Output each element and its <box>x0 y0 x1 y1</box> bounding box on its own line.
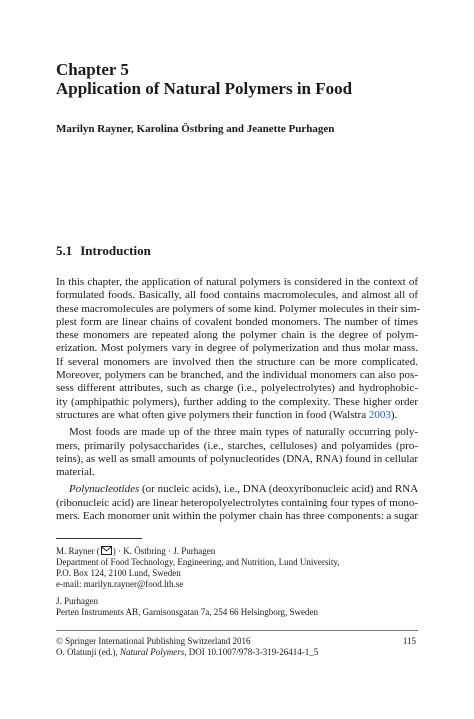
paragraph-3 <box>56 483 418 523</box>
text-fragment: (or nucleic acids), i.e., DNA (deoxyribonucleic acid) and RNA <box>139 483 419 496</box>
text-fragment: ). <box>390 408 398 421</box>
term-polynucleotides: Polynucleotides <box>69 483 140 496</box>
affiliation-email[interactable]: e-mail: marilyn.rayner@food.lth.se <box>56 579 184 589</box>
doi-text[interactable]: , DOI 10.1007/978-3-319-26414-1_5 <box>184 647 319 657</box>
text-line: these macromolecules are polymers of some kind. Polymer molecules in their sim- <box>56 302 421 315</box>
book-title: Natural Polymers <box>119 647 185 657</box>
text-line: erization. Most polymers vary in degree of polymerization and thus molar mass. <box>56 342 418 355</box>
doi-line <box>56 647 318 658</box>
chapter-authors: Marilyn Rayner, Karolina Östbring and Jeanette Purhagen <box>56 123 335 135</box>
citation-link-walstra[interactable]: 2003 <box>368 408 391 421</box>
text-line: sess different attributes, such as charge (i.e., polyelectrolytes) and hydrophobic- <box>56 382 418 395</box>
text-fragment: structures are what often give polymers their function in food (Walstra <box>56 408 369 421</box>
text-line: material. <box>56 466 95 479</box>
affiliation-block-1 <box>56 546 426 590</box>
affiliation-block-2 <box>56 596 426 618</box>
text-line: Moreover, polymers can be branched, and the individual monomers can also pos- <box>56 369 418 382</box>
affiliation-company: Perten Instruments AB, Garnisonsgatan 7a, 254 66 Helsingborg, Sweden <box>56 607 319 617</box>
page-number: 115 <box>402 636 416 646</box>
text-line: mers, primarily polysaccharides (i.e., starches, celluloses) and polyamides (pro- <box>56 439 418 452</box>
text-line: In this chapter, the application of natural polymers is considered in the context of <box>56 276 418 288</box>
text-fragment: M. Rayner ( <box>56 546 100 556</box>
section-heading <box>56 243 151 259</box>
affiliation-name: J. Purhagen <box>56 596 98 606</box>
text-line: teins), as well as small amounts of polynucleotides (DNA, RNA) found in cellular <box>56 452 418 465</box>
chapter-title: Application of Natural Polymers in Food <box>56 79 353 98</box>
text-fragment: ) · K. Östbring · J. Purhagen <box>112 546 216 556</box>
text-line: formulated foods. Basically, all food contains macromolecules, and almost all of <box>56 289 418 302</box>
text-line: mers. Each monomer unit within the polymer chain has three components: a sugar <box>56 510 418 523</box>
footnote-rule <box>56 538 142 539</box>
affiliation-department: Department of Food Technology, Engineering, and Nutrition, Lund University, <box>56 557 340 567</box>
text-line: these monomers are repeated along the polymer chain is the degree of polym- <box>56 329 418 342</box>
envelope-icon[interactable] <box>101 546 112 555</box>
text-line: If several monomers are involved then the structure can be more complicated. <box>56 355 418 368</box>
text-line: plest form are linear chains of covalent bonded monomers. The number of times <box>56 315 418 328</box>
affiliation-address: P.O. Box 124, 2100 Lund, Sweden <box>56 568 181 578</box>
copyright-line: © Springer International Publishing Switzerland 2016 <box>56 636 251 646</box>
text-line: Most foods are made up of the three main types of naturally occurring poly- <box>69 426 418 439</box>
text-line <box>56 409 418 422</box>
section-number: 5.1 <box>56 243 73 258</box>
text-line: ity (amphipathic polymers), further adding to the complexity. These higher order <box>56 395 418 408</box>
paragraph-2 <box>56 426 418 479</box>
affiliation-names <box>56 546 426 557</box>
body-text <box>56 276 421 523</box>
text-line: (ribonucleic acid) are linear heteropolyelectrolytes containing four types of mono- <box>56 496 418 509</box>
text-fragment: O. Olatunji (ed.), <box>56 647 120 657</box>
text-line <box>56 483 418 496</box>
footer-rule <box>56 630 418 631</box>
chapter-label: Chapter 5 <box>56 60 129 79</box>
paragraph-1 <box>56 276 421 422</box>
section-title: Introduction <box>80 243 151 258</box>
